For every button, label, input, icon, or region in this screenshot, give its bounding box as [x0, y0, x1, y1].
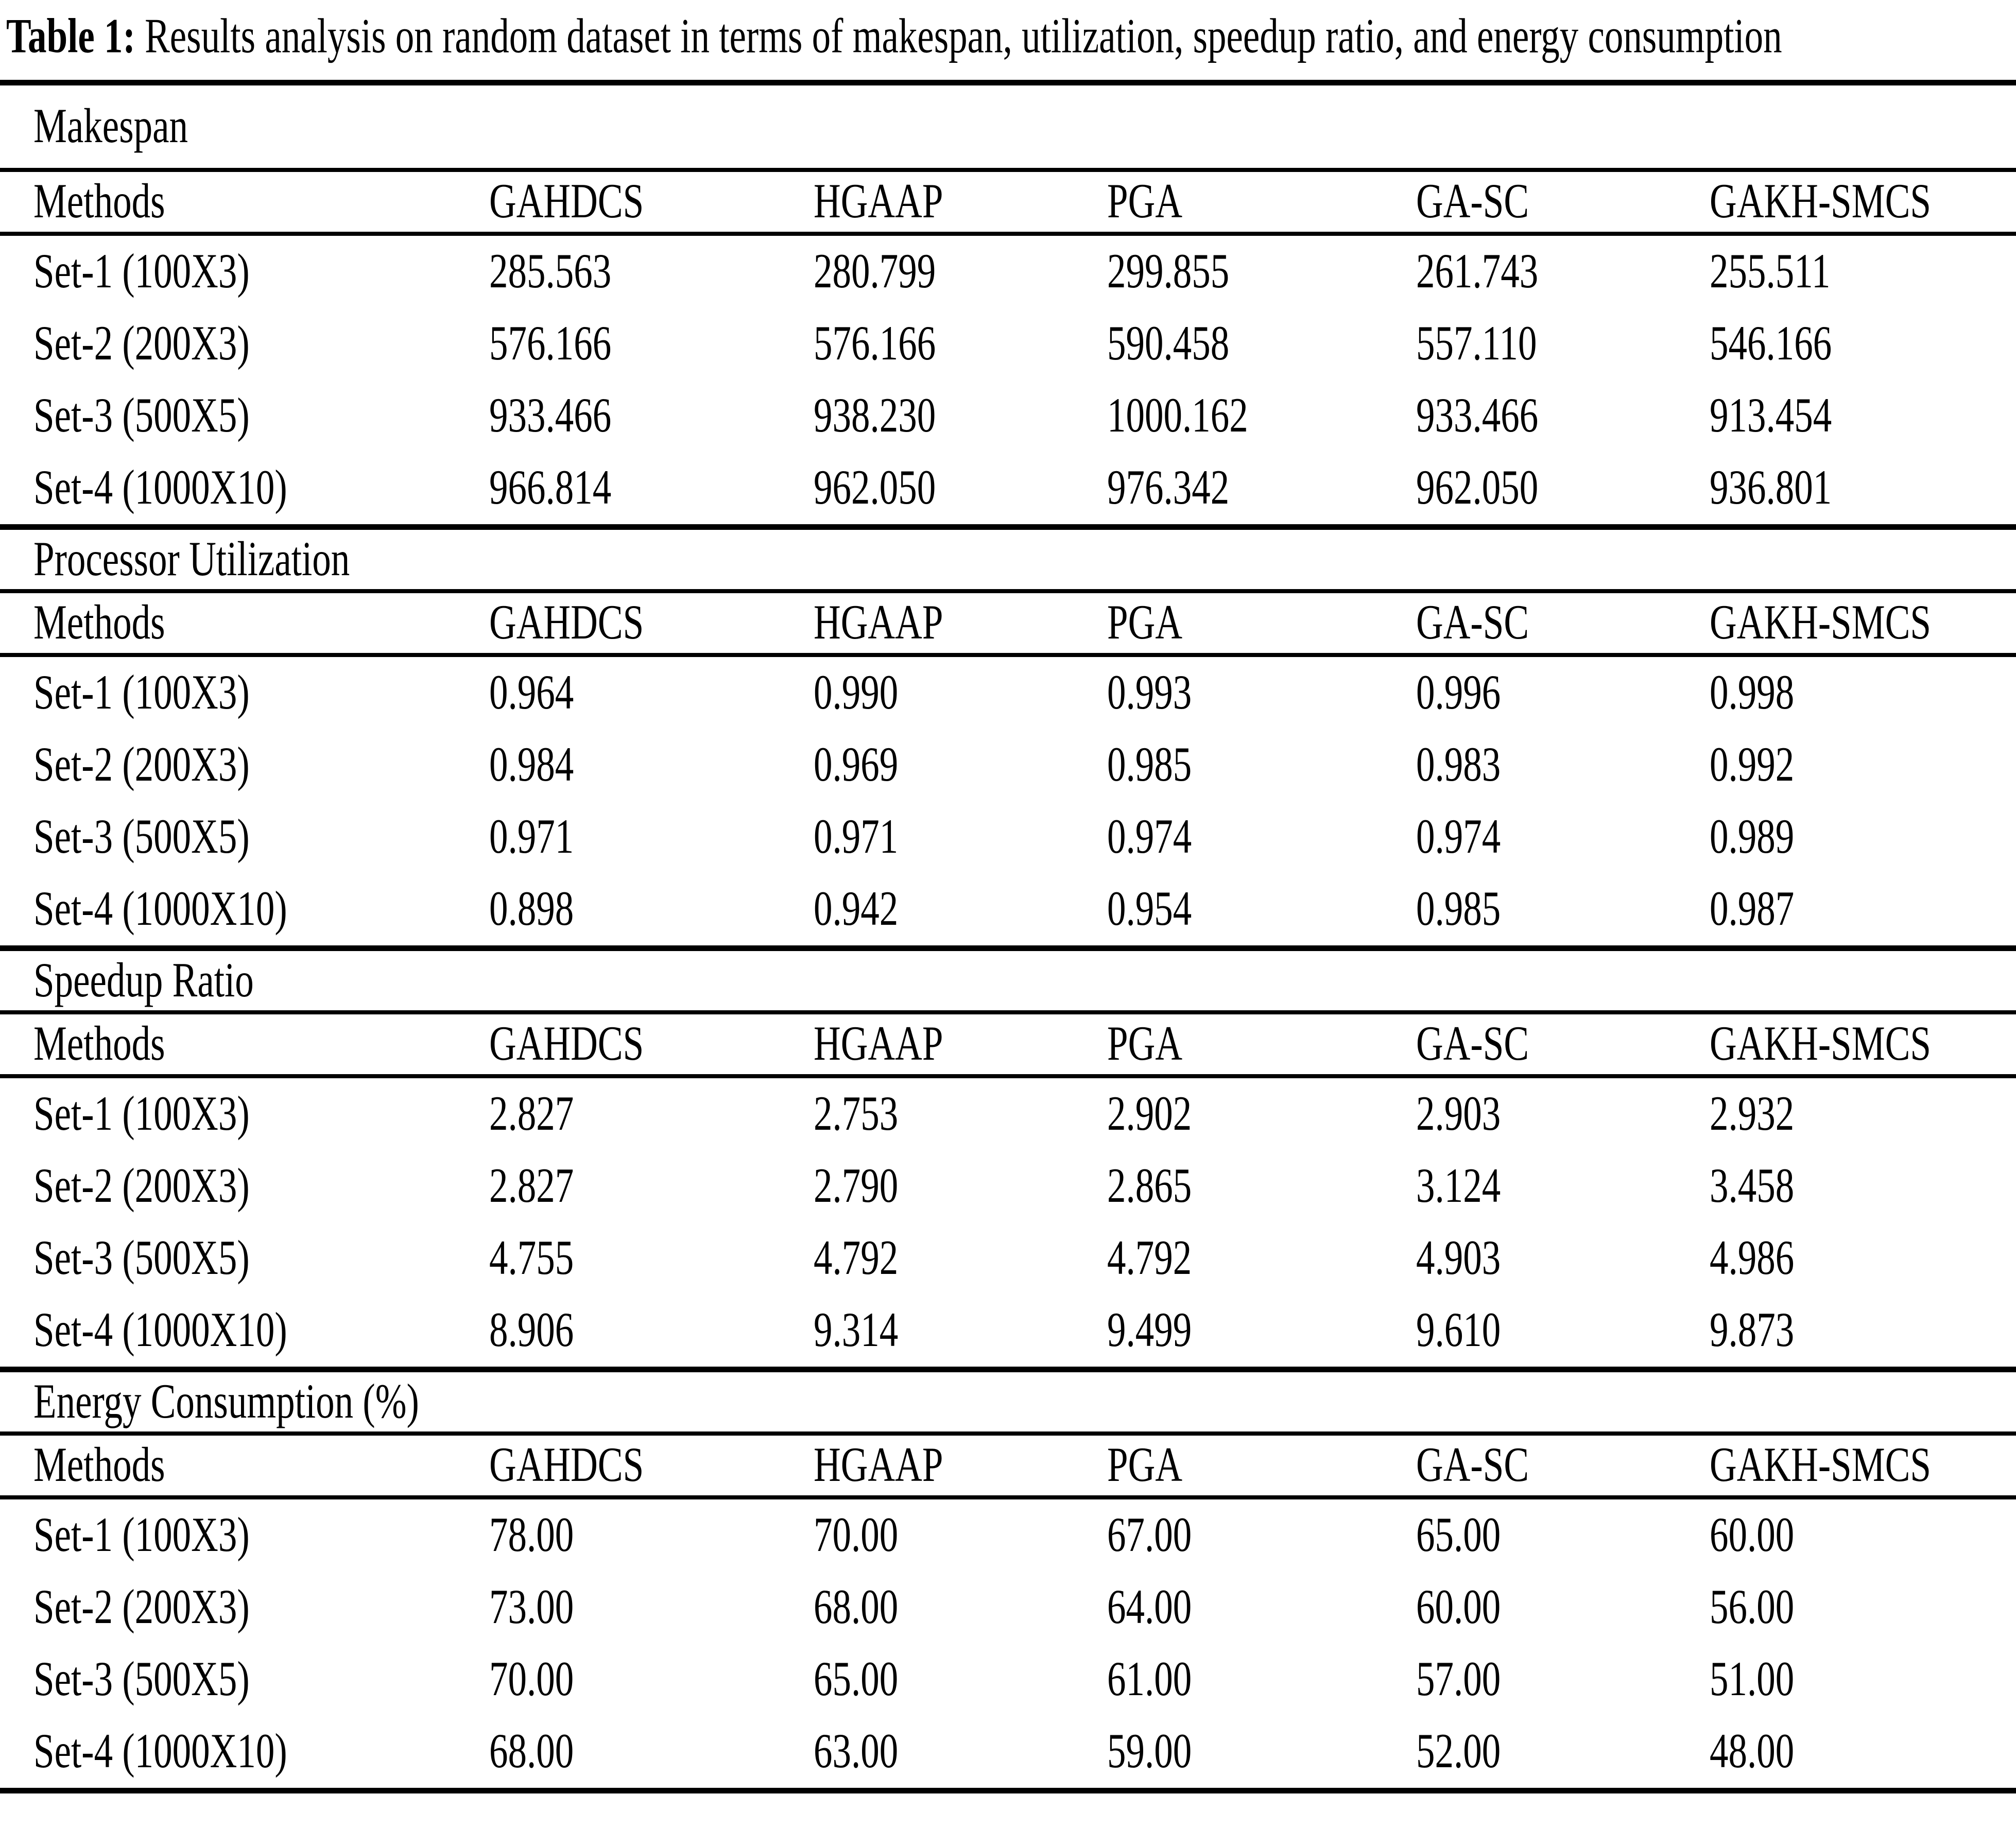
value-cell — [1710, 873, 2016, 948]
column-header-text-ga-sc: GA-SC — [1416, 1016, 1529, 1071]
value-cell — [1107, 1150, 1416, 1222]
value-cell — [1416, 234, 1710, 308]
value-cell — [1416, 655, 1710, 729]
value-cell — [1416, 1497, 1710, 1572]
value-text: 1000.162 — [1107, 388, 1248, 442]
column-header-hgaap — [814, 1434, 1107, 1497]
table-row-energy-consumption-set-2 — [0, 1572, 2016, 1644]
value-text: 936.801 — [1710, 460, 1832, 514]
value-cell — [1710, 1076, 2016, 1150]
value-cell — [1416, 1076, 1710, 1150]
row-label-cell — [0, 1222, 489, 1295]
value-text: 4.903 — [1416, 1230, 1501, 1285]
value-text: 57.00 — [1416, 1651, 1501, 1706]
value-text: 962.050 — [1416, 460, 1539, 514]
value-cell — [1416, 1295, 1710, 1370]
row-label-text: Set-3 (500X5) — [33, 388, 250, 442]
value-text: 64.00 — [1107, 1579, 1192, 1634]
row-label-text: Set-1 (100X3) — [33, 1086, 250, 1141]
value-cell — [814, 1497, 1107, 1572]
section-title-cell-energy-consumption — [0, 1370, 2016, 1434]
row-label-text: Set-4 (1000X10) — [33, 1723, 287, 1778]
value-cell — [814, 1572, 1107, 1644]
value-text: 67.00 — [1107, 1507, 1192, 1562]
value-text: 61.00 — [1107, 1651, 1192, 1706]
column-header-methods — [0, 591, 489, 655]
value-cell — [814, 729, 1107, 801]
column-header-methods — [0, 1434, 489, 1497]
methods-header-row-speedup-ratio — [0, 1012, 2016, 1076]
column-header-text-hgaap: HGAAP — [814, 595, 943, 649]
row-label-cell — [0, 801, 489, 873]
value-text: 4.755 — [489, 1230, 574, 1285]
column-header-text-gahdcs: GAHDCS — [489, 174, 644, 228]
table-row-speedup-ratio-set-1 — [0, 1076, 2016, 1150]
value-cell — [489, 380, 814, 452]
value-cell — [1710, 1295, 2016, 1370]
column-header-ga-sc — [1416, 591, 1710, 655]
value-text: 0.898 — [489, 881, 574, 936]
column-header-pga — [1107, 1012, 1416, 1076]
value-cell — [1107, 234, 1416, 308]
value-cell — [1710, 1644, 2016, 1716]
row-label-text: Set-1 (100X3) — [33, 244, 250, 298]
value-cell — [489, 1295, 814, 1370]
value-text: 933.466 — [489, 388, 612, 442]
value-text: 913.454 — [1710, 388, 1832, 442]
value-cell — [1416, 1716, 1710, 1791]
column-header-ga-sc — [1416, 1012, 1710, 1076]
column-header-gakh-smcs — [1710, 1012, 2016, 1076]
value-cell — [489, 655, 814, 729]
row-label-text: Set-4 (1000X10) — [33, 881, 287, 936]
row-label-cell — [0, 729, 489, 801]
value-text: 2.865 — [1107, 1158, 1192, 1213]
row-label-cell — [0, 1295, 489, 1370]
value-cell — [814, 1644, 1107, 1716]
column-header-text-gakh-smcs: GAKH-SMCS — [1710, 174, 1931, 228]
column-header-gahdcs — [489, 1012, 814, 1076]
table-row-speedup-ratio-set-4 — [0, 1295, 2016, 1370]
column-header-text-hgaap: HGAAP — [814, 1016, 943, 1071]
value-cell — [1107, 873, 1416, 948]
row-label-cell — [0, 380, 489, 452]
section-title-row-energy-consumption — [0, 1370, 2016, 1434]
table-row-energy-consumption-set-1 — [0, 1497, 2016, 1572]
row-label-text: Set-2 (200X3) — [33, 1579, 250, 1634]
value-cell — [814, 1716, 1107, 1791]
table-caption-text: Results analysis on random dataset in terms of makespan, utilization, speedup ratio, and energy consumption — [145, 9, 1782, 63]
value-text: 2.932 — [1710, 1086, 1795, 1141]
value-text: 60.00 — [1416, 1579, 1501, 1634]
value-cell — [1107, 1295, 1416, 1370]
table-row-makespan-set-4 — [0, 452, 2016, 527]
column-header-hgaap — [814, 170, 1107, 234]
value-text: 56.00 — [1710, 1579, 1795, 1634]
section-title-row-speedup-ratio — [0, 948, 2016, 1013]
value-text: 78.00 — [489, 1507, 574, 1562]
table-row-energy-consumption-set-3 — [0, 1644, 2016, 1716]
value-cell — [1107, 380, 1416, 452]
value-text: 9.873 — [1710, 1302, 1795, 1357]
value-cell — [1416, 1572, 1710, 1644]
table-row-processor-utilization-set-3 — [0, 801, 2016, 873]
value-cell — [1416, 729, 1710, 801]
value-text: 261.743 — [1416, 244, 1539, 298]
column-header-gakh-smcs — [1710, 170, 2016, 234]
value-text: 546.166 — [1710, 316, 1832, 370]
value-text: 0.942 — [814, 881, 899, 936]
results-table — [0, 80, 2016, 1793]
column-header-text-ga-sc: GA-SC — [1416, 174, 1529, 228]
value-text: 280.799 — [814, 244, 936, 298]
value-text: 68.00 — [814, 1579, 899, 1634]
column-header-pga — [1107, 591, 1416, 655]
row-label-text: Set-2 (200X3) — [33, 1158, 250, 1213]
value-text: 299.855 — [1107, 244, 1230, 298]
section-title-text-processor-utilization: Processor Utilization — [33, 531, 350, 586]
column-header-ga-sc — [1416, 1434, 1710, 1497]
value-text: 60.00 — [1710, 1507, 1795, 1562]
section-title-text-speedup-ratio: Speedup Ratio — [33, 952, 254, 1007]
table-row-processor-utilization-set-1 — [0, 655, 2016, 729]
value-cell — [1107, 729, 1416, 801]
table-caption — [6, 6, 2004, 66]
value-cell — [1710, 655, 2016, 729]
value-cell — [1710, 308, 2016, 380]
value-cell — [1710, 234, 2016, 308]
row-label-text: Set-3 (500X5) — [33, 809, 250, 864]
value-text: 0.971 — [814, 809, 899, 864]
value-cell — [489, 1716, 814, 1791]
value-text: 70.00 — [814, 1507, 899, 1562]
value-cell — [1107, 801, 1416, 873]
value-cell — [489, 1222, 814, 1295]
column-header-text-pga: PGA — [1107, 174, 1183, 228]
value-cell — [1710, 801, 2016, 873]
value-cell — [489, 801, 814, 873]
table-row-speedup-ratio-set-2 — [0, 1150, 2016, 1222]
value-text: 0.989 — [1710, 809, 1795, 864]
value-text: 0.984 — [489, 737, 574, 791]
value-text: 9.314 — [814, 1302, 899, 1357]
row-label-text: Set-3 (500X5) — [33, 1651, 250, 1706]
value-cell — [1710, 1572, 2016, 1644]
value-cell — [1107, 1716, 1416, 1791]
column-header-gahdcs — [489, 591, 814, 655]
value-text: 3.458 — [1710, 1158, 1795, 1213]
row-label-text: Set-4 (1000X10) — [33, 460, 287, 514]
column-header-text-gahdcs: GAHDCS — [489, 595, 644, 649]
row-label-text: Set-2 (200X3) — [33, 737, 250, 791]
value-cell — [1710, 1150, 2016, 1222]
value-cell — [1416, 1150, 1710, 1222]
value-text: 59.00 — [1107, 1723, 1192, 1778]
row-label-cell — [0, 1644, 489, 1716]
value-text: 938.230 — [814, 388, 936, 442]
value-cell — [814, 452, 1107, 527]
value-cell — [1710, 380, 2016, 452]
value-cell — [1107, 655, 1416, 729]
value-text: 2.753 — [814, 1086, 899, 1141]
value-cell — [489, 1572, 814, 1644]
column-header-text-methods: Methods — [33, 595, 165, 649]
value-text: 63.00 — [814, 1723, 899, 1778]
value-text: 70.00 — [489, 1651, 574, 1706]
value-text: 576.166 — [489, 316, 612, 370]
value-text: 0.974 — [1107, 809, 1192, 864]
column-header-methods — [0, 170, 489, 234]
row-label-cell — [0, 1572, 489, 1644]
value-cell — [489, 1150, 814, 1222]
table-row-speedup-ratio-set-3 — [0, 1222, 2016, 1295]
section-title-row-makespan — [0, 83, 2016, 170]
value-text: 0.992 — [1710, 737, 1795, 791]
column-header-text-pga: PGA — [1107, 1016, 1183, 1071]
table-row-processor-utilization-set-4 — [0, 873, 2016, 948]
value-text: 0.993 — [1107, 665, 1192, 719]
column-header-text-methods: Methods — [33, 174, 165, 228]
section-title-cell-speedup-ratio — [0, 948, 2016, 1013]
value-text: 65.00 — [814, 1651, 899, 1706]
value-cell — [1416, 801, 1710, 873]
value-cell — [1107, 1076, 1416, 1150]
row-label-cell — [0, 234, 489, 308]
value-text: 8.906 — [489, 1302, 574, 1357]
row-label-cell — [0, 1497, 489, 1572]
value-text: 0.987 — [1710, 881, 1795, 936]
value-cell — [1416, 1644, 1710, 1716]
value-cell — [814, 234, 1107, 308]
row-label-cell — [0, 452, 489, 527]
value-text: 0.985 — [1416, 881, 1501, 936]
value-text: 285.563 — [489, 244, 612, 298]
value-cell — [489, 1497, 814, 1572]
value-cell — [1107, 1644, 1416, 1716]
value-text: 2.902 — [1107, 1086, 1192, 1141]
value-text: 73.00 — [489, 1579, 574, 1634]
value-text: 4.792 — [1107, 1230, 1192, 1285]
section-title-cell-processor-utilization — [0, 527, 2016, 592]
value-cell — [1107, 1222, 1416, 1295]
table-row-makespan-set-1 — [0, 234, 2016, 308]
table-row-makespan-set-2 — [0, 308, 2016, 380]
value-text: 2.903 — [1416, 1086, 1501, 1141]
value-cell — [489, 873, 814, 948]
row-label-cell — [0, 1076, 489, 1150]
section-title-row-processor-utilization — [0, 527, 2016, 592]
value-text: 0.974 — [1416, 809, 1501, 864]
value-text: 2.827 — [489, 1158, 574, 1213]
column-header-hgaap — [814, 591, 1107, 655]
row-label-cell — [0, 1150, 489, 1222]
value-cell — [1416, 380, 1710, 452]
value-cell — [1107, 1572, 1416, 1644]
value-cell — [489, 729, 814, 801]
column-header-text-methods: Methods — [33, 1437, 165, 1492]
value-cell — [814, 1222, 1107, 1295]
value-text: 0.969 — [814, 737, 899, 791]
table-row-processor-utilization-set-2 — [0, 729, 2016, 801]
value-cell — [489, 234, 814, 308]
value-cell — [1416, 308, 1710, 380]
value-cell — [1416, 452, 1710, 527]
table-caption-label: Table 1: — [6, 9, 135, 63]
value-cell — [814, 655, 1107, 729]
value-text: 52.00 — [1416, 1723, 1501, 1778]
value-text: 9.610 — [1416, 1302, 1501, 1357]
value-cell — [814, 873, 1107, 948]
value-text: 0.983 — [1416, 737, 1501, 791]
value-cell — [1710, 1222, 2016, 1295]
value-text: 962.050 — [814, 460, 936, 514]
value-cell — [489, 1076, 814, 1150]
value-cell — [814, 308, 1107, 380]
value-text: 2.790 — [814, 1158, 899, 1213]
column-header-gahdcs — [489, 170, 814, 234]
value-text: 0.971 — [489, 809, 574, 864]
column-header-text-gakh-smcs: GAKH-SMCS — [1710, 595, 1931, 649]
value-cell — [1416, 1222, 1710, 1295]
value-text: 966.814 — [489, 460, 612, 514]
row-label-text: Set-4 (1000X10) — [33, 1302, 287, 1357]
table-row-makespan-set-3 — [0, 380, 2016, 452]
column-header-gahdcs — [489, 1434, 814, 1497]
column-header-text-ga-sc: GA-SC — [1416, 595, 1529, 649]
column-header-ga-sc — [1416, 170, 1710, 234]
value-text: 65.00 — [1416, 1507, 1501, 1562]
column-header-text-gakh-smcs: GAKH-SMCS — [1710, 1437, 1931, 1492]
value-text: 48.00 — [1710, 1723, 1795, 1778]
column-header-text-methods: Methods — [33, 1016, 165, 1071]
value-cell — [489, 1644, 814, 1716]
value-cell — [814, 1150, 1107, 1222]
methods-header-row-makespan — [0, 170, 2016, 234]
value-text: 0.954 — [1107, 881, 1192, 936]
section-title-text-energy-consumption: Energy Consumption (%) — [33, 1373, 419, 1428]
row-label-text: Set-2 (200X3) — [33, 316, 250, 370]
value-text: 3.124 — [1416, 1158, 1501, 1213]
column-header-methods — [0, 1012, 489, 1076]
column-header-text-ga-sc: GA-SC — [1416, 1437, 1529, 1492]
value-cell — [814, 1295, 1107, 1370]
value-text: 0.998 — [1710, 665, 1795, 719]
row-label-cell — [0, 308, 489, 380]
column-header-text-gahdcs: GAHDCS — [489, 1437, 644, 1492]
column-header-hgaap — [814, 1012, 1107, 1076]
value-text: 576.166 — [814, 316, 936, 370]
row-label-cell — [0, 1716, 489, 1791]
value-text: 0.964 — [489, 665, 574, 719]
value-text: 51.00 — [1710, 1651, 1795, 1706]
value-text: 976.342 — [1107, 460, 1230, 514]
methods-header-row-energy-consumption — [0, 1434, 2016, 1497]
value-text: 590.458 — [1107, 316, 1230, 370]
value-cell — [489, 452, 814, 527]
value-cell — [1107, 452, 1416, 527]
column-header-pga — [1107, 170, 1416, 234]
section-title-cell-makespan — [0, 83, 2016, 170]
value-cell — [1710, 729, 2016, 801]
value-cell — [1710, 452, 2016, 527]
row-label-cell — [0, 873, 489, 948]
column-header-text-gahdcs: GAHDCS — [489, 1016, 644, 1071]
value-cell — [489, 308, 814, 380]
section-title-text-makespan: Makespan — [33, 98, 188, 153]
row-label-text: Set-1 (100X3) — [33, 1507, 250, 1562]
value-text: 0.990 — [814, 665, 899, 719]
value-cell — [1710, 1716, 2016, 1791]
value-cell — [814, 380, 1107, 452]
value-cell — [1416, 873, 1710, 948]
row-label-text: Set-3 (500X5) — [33, 1230, 250, 1285]
value-text: 933.466 — [1416, 388, 1539, 442]
value-text: 0.985 — [1107, 737, 1192, 791]
value-cell — [1107, 308, 1416, 380]
column-header-text-gakh-smcs: GAKH-SMCS — [1710, 1016, 1931, 1071]
row-label-text: Set-1 (100X3) — [33, 665, 250, 719]
value-text: 68.00 — [489, 1723, 574, 1778]
value-text: 4.792 — [814, 1230, 899, 1285]
column-header-text-hgaap: HGAAP — [814, 174, 943, 228]
value-text: 9.499 — [1107, 1302, 1192, 1357]
value-cell — [814, 801, 1107, 873]
column-header-pga — [1107, 1434, 1416, 1497]
value-cell — [1710, 1497, 2016, 1572]
column-header-gakh-smcs — [1710, 591, 2016, 655]
value-text: 557.110 — [1416, 316, 1537, 370]
methods-header-row-processor-utilization — [0, 591, 2016, 655]
column-header-gakh-smcs — [1710, 1434, 2016, 1497]
value-cell — [1107, 1497, 1416, 1572]
value-text: 255.511 — [1710, 244, 1831, 298]
column-header-text-hgaap: HGAAP — [814, 1437, 943, 1492]
table-row-energy-consumption-set-4 — [0, 1716, 2016, 1791]
column-header-text-pga: PGA — [1107, 1437, 1183, 1492]
page — [0, 6, 2016, 1793]
value-text: 2.827 — [489, 1086, 574, 1141]
row-label-cell — [0, 655, 489, 729]
value-text: 4.986 — [1710, 1230, 1795, 1285]
value-text: 0.996 — [1416, 665, 1501, 719]
value-cell — [814, 1076, 1107, 1150]
column-header-text-pga: PGA — [1107, 595, 1183, 649]
